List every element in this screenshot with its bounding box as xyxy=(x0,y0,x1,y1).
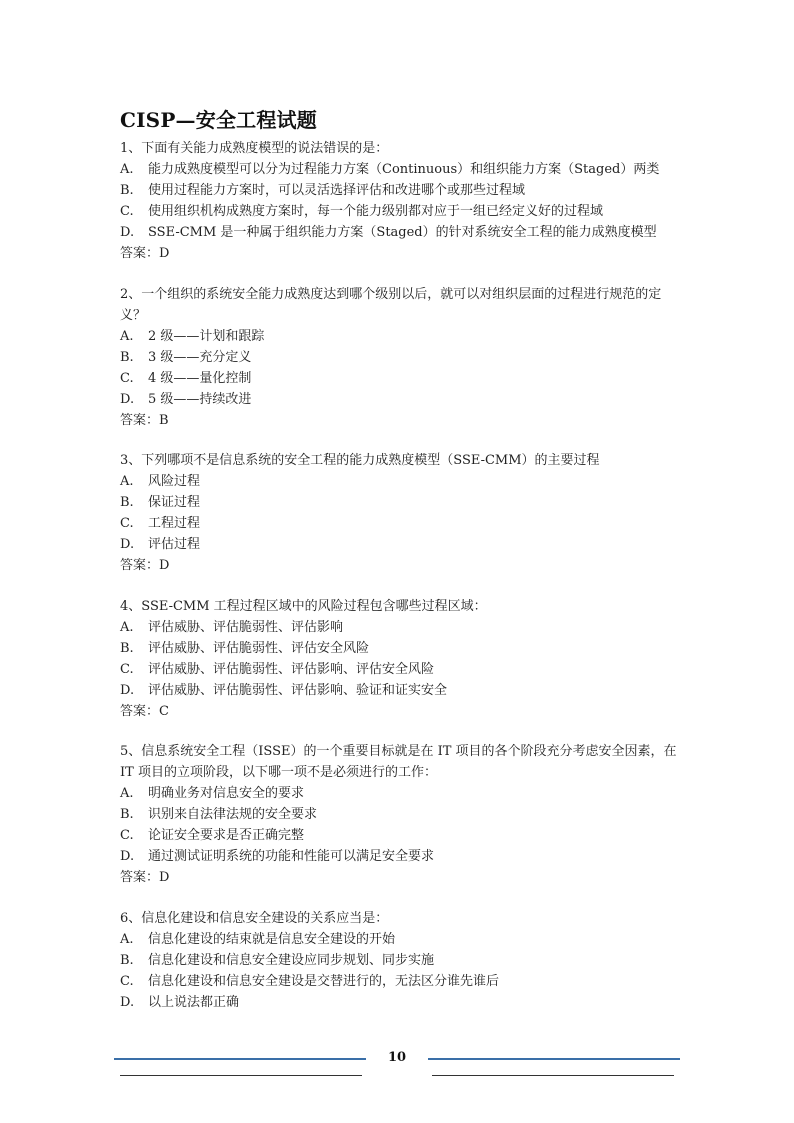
page-footer xyxy=(0,1045,794,1085)
option-letter: D. xyxy=(120,537,135,552)
option-letter: C. xyxy=(120,204,134,219)
option-d xyxy=(120,680,680,701)
option-letter: A. xyxy=(120,162,134,177)
question-5 xyxy=(120,741,680,888)
option-text: 评估威胁、评估脆弱性、评估影响 xyxy=(148,619,344,635)
option-a xyxy=(120,783,680,804)
option-letter: A. xyxy=(120,619,134,635)
question-2 xyxy=(120,284,680,431)
question-stem: 1、下面有关能力成熟度模型的说法错误的是： xyxy=(120,141,389,156)
option-d xyxy=(120,389,680,410)
option-letter: A. xyxy=(120,328,134,344)
footer-rule-blue-right xyxy=(428,1058,680,1060)
option-text: 以上说法都正确 xyxy=(148,994,240,1010)
option-c xyxy=(120,971,680,992)
option-letter: C. xyxy=(120,973,134,989)
option-b xyxy=(120,804,680,825)
option-letter: D. xyxy=(120,225,135,240)
option-letter: B. xyxy=(120,640,134,656)
answer-line: 答案：D xyxy=(120,246,170,261)
option-d xyxy=(120,534,680,555)
option-text: 评估威胁、评估脆弱性、评估影响、验证和证实安全 xyxy=(148,682,448,698)
footer-rule-blue-left xyxy=(114,1058,366,1060)
option-text: 评估威胁、评估脆弱性、评估安全风险 xyxy=(148,640,370,656)
footer-rule-dark-right xyxy=(432,1075,674,1076)
option-text: 3 级——充分定义 xyxy=(148,349,252,365)
option-text: 通过测试证明系统的功能和性能可以满足安全要求 xyxy=(148,849,435,864)
option-text: 2 级——计划和跟踪 xyxy=(148,328,265,344)
option-text: SSE-CMM 是一种属于组织能力方案（Staged）的针对系统安全工程的能力成熟度模型 xyxy=(148,225,657,240)
option-letter: B. xyxy=(120,349,134,365)
question-stem: 4、SSE-CMM 工程过程区域中的风险过程包含哪些过程区域： xyxy=(120,598,487,614)
option-letter: C. xyxy=(120,828,134,843)
question-6 xyxy=(120,908,680,1013)
option-text: 信息化建设和信息安全建设是交替进行的，无法区分谁先谁后 xyxy=(148,973,500,989)
option-letter: D. xyxy=(120,994,135,1010)
option-letter: C. xyxy=(120,661,134,677)
option-letter: C. xyxy=(120,516,134,531)
question-stem: 5、信息系统安全工程（ISSE）的一个重要目标就是在 IT 项目的各个阶段充分考虑安全因素，在 IT 项目的立项阶段，以下哪一项不是必须进行的工作： xyxy=(120,744,677,780)
answer-line: 答案：B xyxy=(120,412,169,428)
option-text: 论证安全要求是否正确完整 xyxy=(148,828,305,843)
option-c xyxy=(120,201,680,222)
question-1 xyxy=(120,138,680,264)
option-c xyxy=(120,513,680,534)
option-a xyxy=(120,159,680,180)
option-d xyxy=(120,222,680,243)
option-a xyxy=(120,929,680,950)
question-list xyxy=(120,138,680,1032)
option-text: 使用组织机构成熟度方案时，每一个能力级别都对应于一组已经定义好的过程域 xyxy=(148,204,604,219)
option-letter: B. xyxy=(120,183,134,198)
option-text: 保证过程 xyxy=(148,495,201,510)
option-a xyxy=(120,471,680,492)
page-title: CISP—安全工程试题 xyxy=(120,108,317,132)
footer-rule-dark-left xyxy=(120,1075,362,1076)
option-text: 4 级——量化控制 xyxy=(148,370,252,386)
answer-line: 答案：D xyxy=(120,870,170,885)
option-letter: C. xyxy=(120,370,134,386)
question-3 xyxy=(120,450,680,576)
option-letter: B. xyxy=(120,807,134,822)
question-stem: 6、信息化建设和信息安全建设的关系应当是： xyxy=(120,910,389,926)
option-letter: B. xyxy=(120,952,134,968)
option-b xyxy=(120,638,680,659)
option-text: 信息化建设和信息安全建设应同步规划、同步实施 xyxy=(148,952,435,968)
option-letter: A. xyxy=(120,786,134,801)
option-letter: D. xyxy=(120,682,135,698)
option-b xyxy=(120,347,680,368)
option-d xyxy=(120,992,680,1013)
option-text: 使用过程能力方案时，可以灵活选择评估和改进哪个或那些过程域 xyxy=(148,183,526,198)
answer-line: 答案：D xyxy=(120,558,170,573)
option-letter: A. xyxy=(120,931,134,947)
answer-line: 答案：C xyxy=(120,703,169,719)
option-c xyxy=(120,368,680,389)
option-letter: D. xyxy=(120,391,135,407)
option-text: 明确业务对信息安全的要求 xyxy=(148,786,305,801)
option-text: 5 级——持续改进 xyxy=(148,391,252,407)
question-stem: 2、一个组织的系统安全能力成熟度达到哪个级别以后，就可以对组织层面的过程进行规范的定义？ xyxy=(120,286,662,323)
option-text: 识别来自法律法规的安全要求 xyxy=(148,807,318,822)
question-4 xyxy=(120,596,680,722)
option-d xyxy=(120,846,680,867)
option-text: 能力成熟度模型可以分为过程能力方案（Continuous）和组织能力方案（Staged）两类 xyxy=(148,162,660,177)
option-text: 信息化建设的结束就是信息安全建设的开始 xyxy=(148,931,396,947)
option-a xyxy=(120,326,680,347)
option-b xyxy=(120,492,680,513)
page-number: 10 xyxy=(387,1050,407,1065)
option-text: 工程过程 xyxy=(148,516,201,531)
option-letter: B. xyxy=(120,495,134,510)
option-c xyxy=(120,659,680,680)
option-letter: D. xyxy=(120,849,135,864)
option-letter: A. xyxy=(120,474,134,489)
option-text: 评估威胁、评估脆弱性、评估影响、评估安全风险 xyxy=(148,661,435,677)
option-b xyxy=(120,180,680,201)
question-stem: 3、下列哪项不是信息系统的安全工程的能力成熟度模型（SSE-CMM）的主要过程 xyxy=(120,453,600,468)
option-a xyxy=(120,617,680,638)
option-text: 风险过程 xyxy=(148,474,201,489)
option-text: 评估过程 xyxy=(148,537,201,552)
option-c xyxy=(120,825,680,846)
option-b xyxy=(120,950,680,971)
